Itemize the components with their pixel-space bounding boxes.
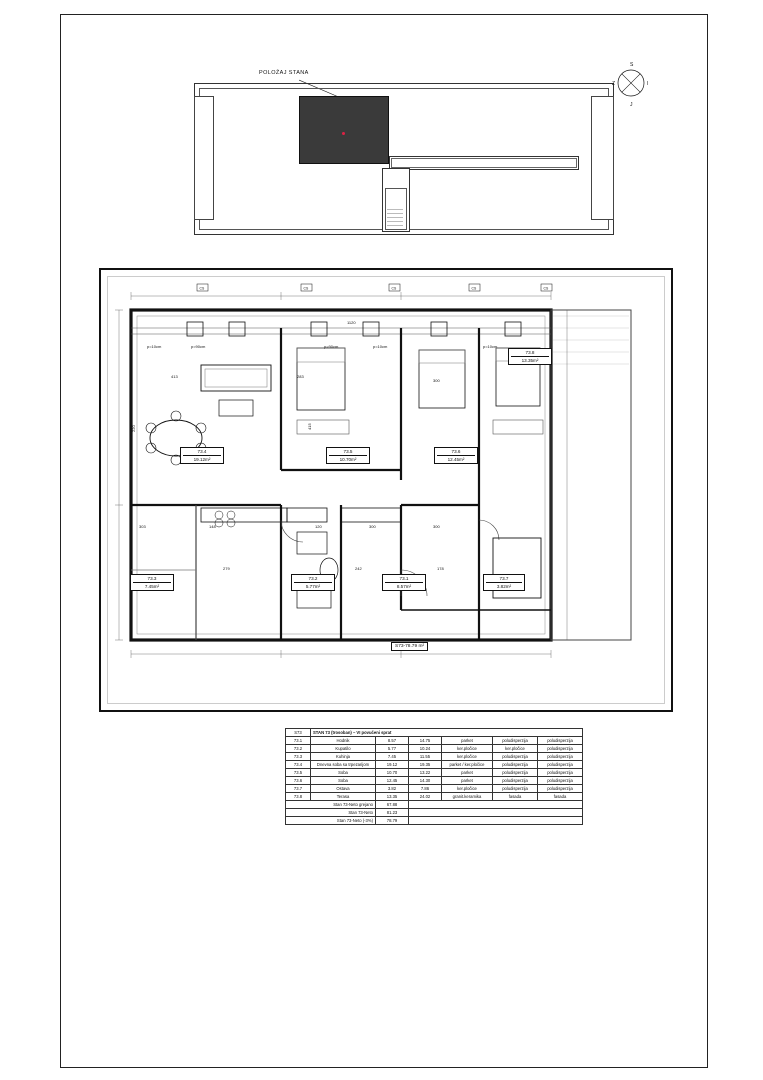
table-title-text: STAN 73 (trosoban) – VI povučeni sprat [311, 729, 583, 737]
row-walls: poludisperzija [493, 737, 538, 745]
table-total-row [286, 809, 583, 817]
dimension-120: 300 [369, 524, 376, 529]
row-code: 73.5 [286, 769, 311, 777]
total-label: Stan 73-Neto [286, 809, 376, 817]
dimension-283: 415 [307, 423, 312, 430]
table-row [286, 761, 583, 769]
row-floor: granit.keramika [442, 793, 493, 801]
building-corridor-bar-inner [391, 158, 577, 168]
table-row [286, 753, 583, 761]
table-title-row [286, 729, 583, 737]
row-net: 12.45 [376, 777, 409, 785]
key-plan [99, 62, 669, 258]
dimension-242: 242 [355, 566, 362, 571]
row-ceiling: poludisperzija [538, 753, 583, 761]
total-value: 78.79 [376, 817, 409, 825]
room-tag-73-3: 73.3 7.45m² [130, 574, 174, 591]
building-left-wing [194, 96, 214, 220]
row-net: 3.82 [376, 785, 409, 793]
row-code: 73.4 [286, 761, 311, 769]
room-tag-73-6: 73.6 12.45m² [434, 447, 478, 464]
row-name: Kuhinja [311, 753, 376, 761]
dimension-279: 279 [223, 566, 230, 571]
row-ceiling: fasada [538, 793, 583, 801]
total-filler [409, 801, 583, 809]
table-row [286, 785, 583, 793]
key-plan-label: POLOŽAJ STANA [259, 70, 309, 76]
dimension-178: 178 [437, 566, 444, 571]
row-floor: ker.pločice [442, 753, 493, 761]
row-floor: parket / ker.pločice [442, 761, 493, 769]
room-tag-73-7: 73.7 3.82m² [483, 574, 525, 591]
total-filler [409, 809, 583, 817]
row-name: Ostava [311, 785, 376, 793]
apartment-area-summary-tag: S73-78.79 m² [391, 642, 428, 651]
dimension-220: 303 [139, 524, 146, 529]
row-walls: poludisperzija [493, 777, 538, 785]
row-code: 73.2 [286, 745, 311, 753]
table-row [286, 777, 583, 785]
row-name: Soba [311, 769, 376, 777]
note-p90cm-2: p=90cm [324, 344, 339, 349]
svg-text:I: I [647, 81, 649, 87]
dimension-148: 120 [315, 524, 322, 529]
note-p10cm-3: p=10cm [483, 344, 498, 349]
row-gross: 13.22 [409, 769, 442, 777]
total-label: Stan 73-Neto (-3%) [286, 817, 376, 825]
svg-text:CS: CS [303, 286, 309, 291]
row-name: Hodnik [311, 737, 376, 745]
room-tag-73-5: 73.5 10.70m² [326, 447, 370, 464]
table-row [286, 737, 583, 745]
row-floor: parket [442, 777, 493, 785]
row-net: 7.45 [376, 753, 409, 761]
dimension-1120: 1120 [347, 320, 356, 325]
row-code: 73.7 [286, 785, 311, 793]
dimension-413: 413 [171, 374, 178, 379]
row-gross: 24.02 [409, 793, 442, 801]
building-right-wing [591, 96, 614, 220]
row-name: Terasa [311, 793, 376, 801]
row-walls: poludisperzija [493, 753, 538, 761]
room-tag-73-1: 73.1 8.57m² [382, 574, 426, 591]
dimension-378: 283 [297, 374, 304, 379]
highlighted-apartment-block [299, 96, 389, 164]
row-floor: ker.pločice [442, 785, 493, 793]
row-ceiling: poludisperzija [538, 769, 583, 777]
svg-text:S: S [630, 62, 634, 68]
room-tag-73-4: 73.4 19.12m² [180, 447, 224, 464]
row-ceiling: poludisperzija [538, 745, 583, 753]
table-title-code: S73 [286, 729, 311, 737]
compass-rose-icon [604, 56, 658, 110]
row-walls: poludisperzija [493, 785, 538, 793]
row-walls: fasada [493, 793, 538, 801]
svg-text:J: J [630, 102, 633, 108]
total-filler [409, 817, 583, 825]
row-walls: poludisperzija [493, 761, 538, 769]
row-code: 73.6 [286, 777, 311, 785]
row-ceiling: poludisperzija [538, 761, 583, 769]
row-gross: 11.55 [409, 753, 442, 761]
svg-text:CS: CS [199, 286, 205, 291]
table-row [286, 745, 583, 753]
room-schedule-table [285, 728, 583, 825]
row-name: Soba [311, 777, 376, 785]
row-net: 10.70 [376, 769, 409, 777]
floor-plan-frame [99, 268, 673, 712]
dimension-300: 300 [433, 524, 440, 529]
table-total-row [286, 801, 583, 809]
row-code: 73.3 [286, 753, 311, 761]
row-floor: parket [442, 769, 493, 777]
dimension-300-upper: 300 [433, 378, 440, 383]
svg-text:Z: Z [612, 81, 616, 87]
row-net: 8.57 [376, 737, 409, 745]
row-name: Dnevna soba sa trpezarijom [311, 761, 376, 769]
row-gross: 10.24 [409, 745, 442, 753]
row-walls: ker.pločice [493, 745, 538, 753]
row-ceiling: poludisperzija [538, 737, 583, 745]
svg-text:CS: CS [391, 286, 397, 291]
note-p90cm-1: p=90cm [191, 344, 206, 349]
row-code: 73.8 [286, 793, 311, 801]
row-net: 5.77 [376, 745, 409, 753]
note-p10cm-left: p=10cm [147, 344, 162, 349]
total-label: Stan 73-Neto grejano [286, 801, 376, 809]
dimension-415: 220 [131, 425, 136, 432]
row-ceiling: poludisperzija [538, 777, 583, 785]
row-gross: 7.86 [409, 785, 442, 793]
svg-text:CS: CS [543, 286, 549, 291]
table-row [286, 769, 583, 777]
room-tag-73-8: 73.8 13.35m² [508, 348, 552, 365]
row-code: 73.1 [286, 737, 311, 745]
note-p10cm-2: p=10cm [373, 344, 388, 349]
row-floor: ker.pločice [442, 745, 493, 753]
row-name: Kupatilo [311, 745, 376, 753]
floor-plan-drawing [101, 270, 671, 710]
row-gross: 19.35 [409, 761, 442, 769]
row-ceiling: poludisperzija [538, 785, 583, 793]
total-value: 67.88 [376, 801, 409, 809]
room-tag-73-2: 73.2 5.77m² [291, 574, 335, 591]
table-row [286, 793, 583, 801]
building-core-stairs [387, 206, 403, 228]
row-net: 13.35 [376, 793, 409, 801]
apartment-marker-dot [342, 132, 345, 135]
table-total-row [286, 817, 583, 825]
total-value: 81.23 [376, 809, 409, 817]
row-gross: 14.30 [409, 777, 442, 785]
svg-text:CS: CS [471, 286, 477, 291]
row-gross: 14.75 [409, 737, 442, 745]
row-net: 19.12 [376, 761, 409, 769]
dimension-303: 148 [209, 524, 216, 529]
row-walls: poludisperzija [493, 769, 538, 777]
row-floor: parket [442, 737, 493, 745]
